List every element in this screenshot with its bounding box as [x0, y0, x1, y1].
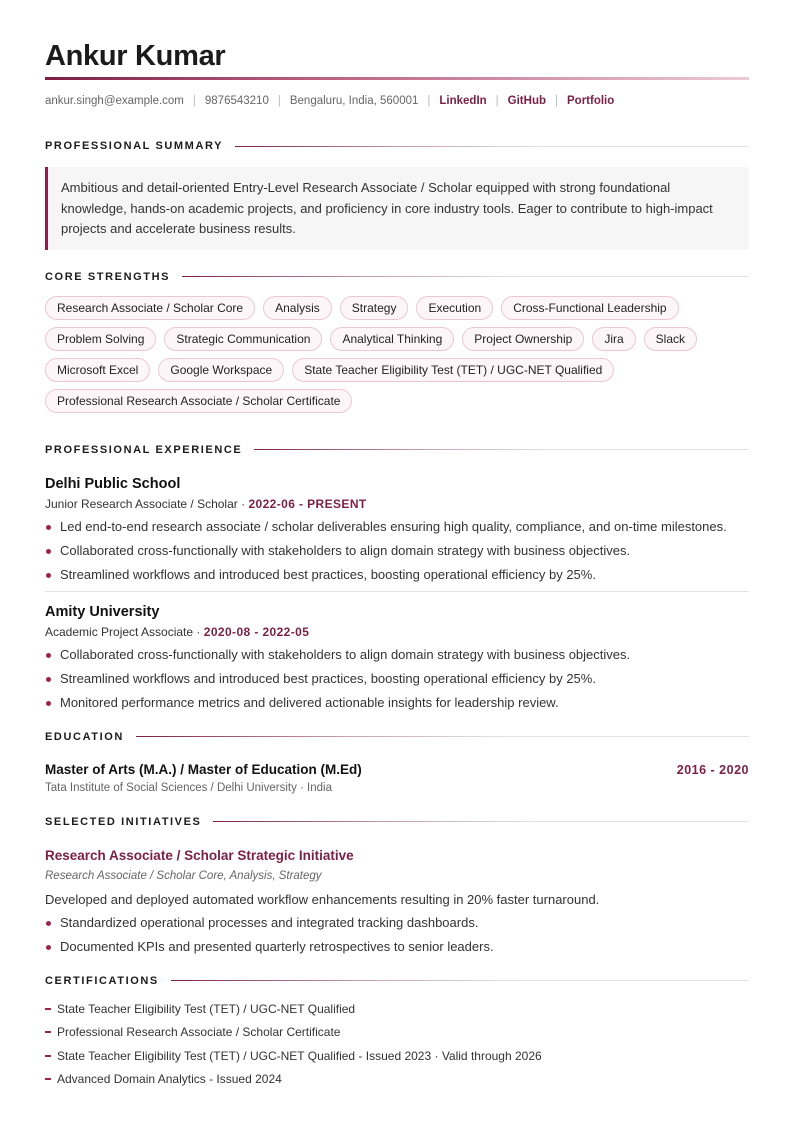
- certification-list: [45, 1001, 749, 1088]
- education-entry: [45, 762, 749, 794]
- strength-chip: Project Ownership: [462, 327, 584, 351]
- job-bullet: Collaborated cross-functionally with stakeholders to align domain strategy with business objectives.: [45, 541, 749, 561]
- section-rule: [136, 736, 749, 737]
- strength-chip: Research Associate / Scholar Core: [45, 296, 255, 320]
- strength-chip: Execution: [416, 296, 493, 320]
- strength-chip: Jira: [592, 327, 635, 351]
- experience-section: [45, 442, 749, 713]
- job-entry: [45, 475, 749, 585]
- section-rule: [182, 276, 749, 277]
- contact-phone: 9876543210: [204, 95, 269, 107]
- education-years: 2016 - 2020: [676, 762, 749, 777]
- strength-chip: Analysis: [263, 296, 332, 320]
- resume-header: [45, 38, 749, 109]
- job-bullet: Led end-to-end research associate / scholar deliverables ensuring high quality, compliance, and on-time milestones.: [45, 517, 749, 537]
- strength-chip: Cross-Functional Leadership: [501, 296, 678, 320]
- contact-email[interactable]: ankur.singh@example.com: [45, 95, 184, 107]
- linkedin-link[interactable]: LinkedIn: [439, 95, 487, 107]
- section-rule: [254, 449, 749, 450]
- experience-heading-row: [45, 442, 749, 458]
- certification-item: State Teacher Eligibility Test (TET) / UGC-NET Qualified - Issued 2023 · Valid through 2026: [45, 1048, 749, 1064]
- initiative-entry: [45, 847, 749, 957]
- job-bullet: Collaborated cross-functionally with stakeholders to align domain strategy with business objectives.: [45, 645, 749, 665]
- certifications-section: [45, 973, 749, 1088]
- resume-page: [45, 38, 749, 1095]
- github-link[interactable]: GitHub: [507, 95, 546, 107]
- section-heading: CERTIFICATIONS: [45, 974, 159, 987]
- certification-item: Advanced Domain Analytics - Issued 2024: [45, 1071, 749, 1087]
- contact-separator: |: [192, 95, 196, 107]
- contact-separator: |: [495, 95, 499, 107]
- strength-chip: Strategy: [340, 296, 409, 320]
- education-heading-row: [45, 729, 749, 745]
- education-row: [45, 762, 749, 777]
- contact-separator: |: [277, 95, 281, 107]
- initiatives-heading-row: [45, 814, 749, 830]
- strength-chip: Problem Solving: [45, 327, 156, 351]
- job-divider: [45, 591, 749, 592]
- section-heading: CORE STRENGTHS: [45, 270, 171, 283]
- contact-location: Bengaluru, India, 560001: [289, 95, 419, 107]
- job-bullet: Monitored performance metrics and delivered actionable insights for leadership review.: [45, 693, 749, 713]
- job-company: Delhi Public School: [45, 475, 181, 492]
- job-dates: 2022-06 - PRESENT: [248, 496, 367, 511]
- job-dates: 2020-08 - 2022-05: [203, 624, 310, 639]
- job-role: Academic Project Associate: [45, 624, 194, 639]
- job-bullet: Streamlined workflows and introduced best practices, boosting operational efficiency by 25%.: [45, 669, 749, 689]
- section-heading: EDUCATION: [45, 730, 124, 743]
- section-heading: PROFESSIONAL EXPERIENCE: [45, 443, 243, 456]
- initiative-bullet: Documented KPIs and presented quarterly retrospectives to senior leaders.: [45, 937, 749, 957]
- certifications-heading-row: [45, 973, 749, 989]
- job-company: Amity University: [45, 603, 160, 620]
- initiative-tags: Research Associate / Scholar Core, Analysis, Strategy: [45, 869, 322, 882]
- education-degree: Master of Arts (M.A.) / Master of Education (M.Ed): [45, 761, 362, 777]
- education-school: Tata Institute of Social Sciences / Delhi University · India: [45, 781, 332, 794]
- education-section: [45, 729, 749, 794]
- strength-chip: State Teacher Eligibility Test (TET) / UGC-NET Qualified: [292, 358, 614, 382]
- job-role-line: Academic Project Associate · 2020-08 - 2022-05: [45, 624, 310, 639]
- section-rule: [171, 980, 749, 981]
- contact-line: [45, 93, 749, 109]
- strength-chip: Professional Research Associate / Scholar Certificate: [45, 389, 352, 413]
- job-role-line: Junior Research Associate / Scholar · 2022-06 - PRESENT: [45, 496, 367, 511]
- certification-item: State Teacher Eligibility Test (TET) / UGC-NET Qualified: [45, 1001, 749, 1017]
- section-heading: SELECTED INITIATIVES: [45, 815, 202, 828]
- section-rule: [213, 821, 749, 822]
- strength-chip: Analytical Thinking: [330, 327, 454, 351]
- strengths-section: [45, 269, 749, 413]
- job-bullet: Streamlined workflows and introduced best practices, boosting operational efficiency by 25%.: [45, 565, 749, 585]
- section-rule: [235, 146, 749, 147]
- candidate-name: Ankur Kumar: [45, 40, 226, 72]
- contact-separator: |: [555, 95, 558, 107]
- job-role: Junior Research Associate / Scholar: [45, 496, 238, 511]
- strength-chip: Google Workspace: [158, 358, 284, 382]
- strength-chip-list: [45, 296, 735, 413]
- certification-item: Professional Research Associate / Scholar Certificate: [45, 1024, 749, 1040]
- initiative-bullet: Standardized operational processes and integrated tracking dashboards.: [45, 913, 749, 933]
- job-entry: [45, 603, 749, 713]
- summary-section: [45, 138, 749, 250]
- strengths-heading-row: [45, 269, 749, 285]
- contact-separator: |: [427, 95, 431, 107]
- strength-chip: Microsoft Excel: [45, 358, 150, 382]
- initiative-title: Research Associate / Scholar Strategic Initiative: [45, 847, 354, 863]
- job-bullet-list: [45, 517, 749, 585]
- job-bullet-list: [45, 645, 749, 713]
- initiatives-section: [45, 814, 749, 957]
- initiative-bullet-list: [45, 913, 749, 957]
- section-heading: PROFESSIONAL SUMMARY: [45, 140, 224, 152]
- strength-chip: Slack: [644, 327, 697, 351]
- initiative-description: Developed and deployed automated workflow enhancements resulting in 20% faster turnaround.: [45, 891, 600, 907]
- summary-text: Ambitious and detail-oriented Entry-Level Research Associate / Scholar equipped with strong foundational knowledge, hands-on academic projects, and proficiency in core industry tools. Eager to contribute to high-impact projects and accelerate business results.: [45, 167, 749, 250]
- strength-chip: Strategic Communication: [164, 327, 322, 351]
- portfolio-link[interactable]: Portfolio: [567, 95, 615, 107]
- name-underline: [45, 77, 749, 80]
- summary-heading-row: [45, 138, 749, 154]
